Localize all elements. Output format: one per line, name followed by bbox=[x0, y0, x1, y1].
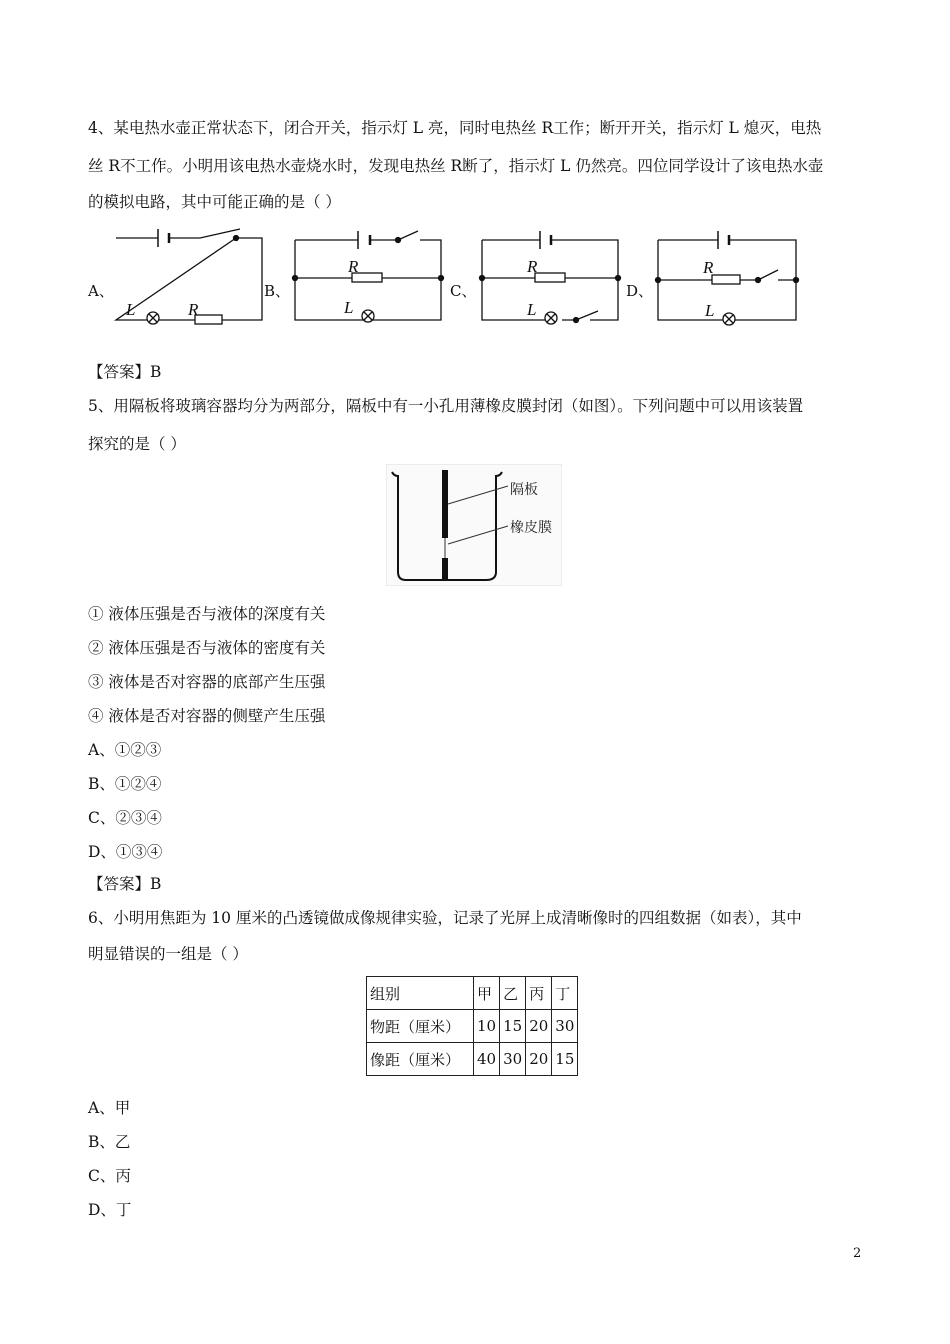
q4-option-c-label: C、 bbox=[450, 282, 477, 300]
table-cell: 20 bbox=[526, 1043, 552, 1076]
q5-answer: 【答案】B bbox=[88, 875, 162, 893]
table-cell: 20 bbox=[526, 1010, 552, 1043]
q6-choice-d: D、丁 bbox=[88, 1201, 132, 1219]
table-row bbox=[367, 977, 578, 1010]
circuit-c-label-r: R bbox=[527, 257, 538, 276]
q5-statement-1: ① 液体压强是否与液体的深度有关 bbox=[88, 605, 326, 623]
table-cell: 丙 bbox=[526, 977, 552, 1010]
table-cell: 40 bbox=[474, 1043, 500, 1076]
circuit-b-label-r: R bbox=[348, 257, 359, 276]
circuit-b-label-l: L bbox=[344, 298, 354, 317]
table-cell: 丁 bbox=[552, 977, 578, 1010]
q6-choice-b: B、乙 bbox=[88, 1133, 131, 1151]
table-cell: 像距（厘米） bbox=[367, 1043, 474, 1076]
q4-circuit-diagrams bbox=[0, 225, 950, 330]
q5-text-line1: 5、用隔板将玻璃容器均分为两部分，隔板中有一小孔用薄橡皮膜封闭（如图）。下列问题中可以用该装置 bbox=[88, 397, 804, 415]
q5-choice-d: D、①③④ bbox=[88, 843, 163, 861]
q6-text-line1: 6、小明用焦距为 10 厘米的凸透镜做成像规律实验，记录了光屏上成清晰像时的四组数据（如表），其中 bbox=[88, 909, 802, 927]
q5-statement-3: ③ 液体是否对容器的底部产生压强 bbox=[88, 673, 326, 691]
circuit-d bbox=[656, 231, 799, 325]
circuit-d-label-l: L bbox=[705, 301, 715, 320]
q5-choice-a: A、①②③ bbox=[88, 741, 162, 759]
table-cell: 30 bbox=[500, 1043, 526, 1076]
q5-label-partition: 隔板 bbox=[510, 483, 538, 498]
circuit-c bbox=[480, 231, 621, 324]
q4-text-line3: 的模拟电路，其中可能正确的是（ ） bbox=[88, 193, 341, 211]
q6-choice-c: C、丙 bbox=[88, 1167, 131, 1185]
q4-answer: 【答案】B bbox=[88, 363, 162, 381]
q6-data-table bbox=[366, 976, 578, 1076]
q6-choice-a: A、甲 bbox=[88, 1099, 131, 1117]
q5-text-line2: 探究的是（ ） bbox=[88, 435, 186, 453]
table-cell: 15 bbox=[500, 1010, 526, 1043]
table-row bbox=[367, 1043, 578, 1076]
q4-text-line2: 丝 R不工作。小明用该电热水壶烧水时，发现电热丝 R断了，指示灯 L 仍然亮。四位同学设计了该电热水壶 bbox=[88, 157, 824, 175]
table-cell: 15 bbox=[552, 1043, 578, 1076]
q5-statement-4: ④ 液体是否对容器的侧壁产生压强 bbox=[88, 707, 326, 725]
table-cell: 10 bbox=[474, 1010, 500, 1043]
page-number: 2 bbox=[853, 1246, 862, 1261]
table-cell: 30 bbox=[552, 1010, 578, 1043]
q5-beaker-figure bbox=[386, 464, 562, 586]
q5-label-membrane: 橡皮膜 bbox=[510, 521, 552, 536]
circuit-b bbox=[293, 231, 444, 322]
q6-text-line2: 明显错误的一组是（ ） bbox=[88, 945, 248, 963]
q4-option-a-label: A、 bbox=[88, 282, 114, 300]
table-row bbox=[367, 1010, 578, 1043]
table-cell: 组别 bbox=[367, 977, 474, 1010]
table-cell: 甲 bbox=[474, 977, 500, 1010]
q5-choice-b: B、①②④ bbox=[88, 775, 162, 793]
table-cell: 乙 bbox=[500, 977, 526, 1010]
q5-choice-c: C、②③④ bbox=[88, 809, 162, 827]
circuit-a-label-l: L bbox=[126, 300, 136, 319]
q4-option-d-label: D、 bbox=[626, 282, 654, 300]
q5-statement-2: ② 液体压强是否与液体的密度有关 bbox=[88, 639, 326, 657]
table-cell: 物距（厘米） bbox=[367, 1010, 474, 1043]
q4-option-b-label: B、 bbox=[264, 282, 291, 300]
circuit-c-label-l: L bbox=[527, 300, 537, 319]
q4-text-line1: 4、某电热水壶正常状态下，闭合开关，指示灯 L 亮，同时电热丝 R工作；断开开关，指示灯 L 熄灭，电热 bbox=[88, 119, 822, 137]
circuit-d-label-r: R bbox=[703, 258, 714, 277]
circuit-a-label-r: R bbox=[188, 300, 199, 319]
